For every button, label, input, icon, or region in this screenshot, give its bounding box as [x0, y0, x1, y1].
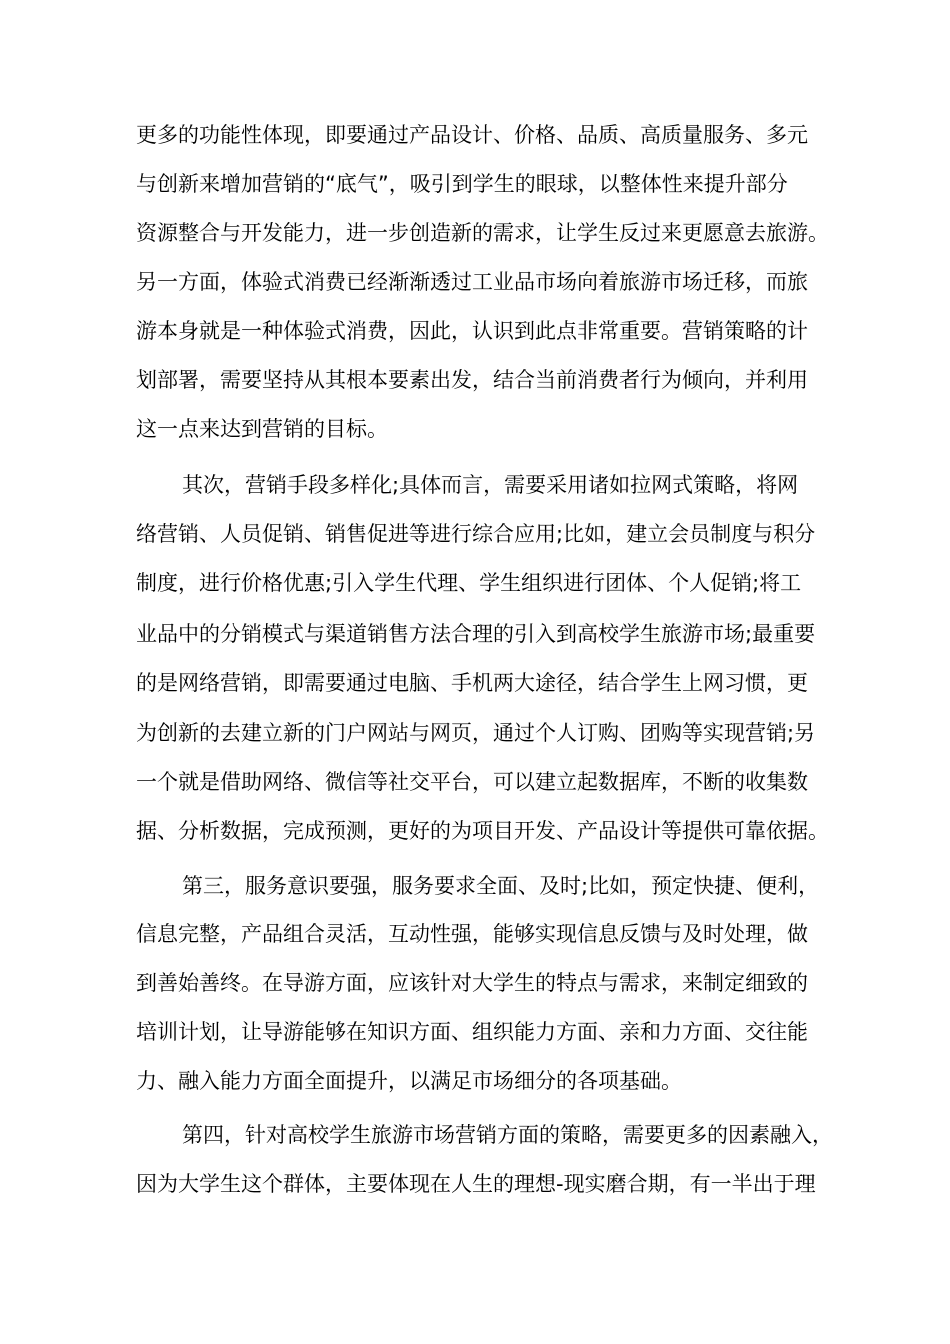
text-line: 业品中的分销模式与渠道销售方法合理的引入到高校学生旅游市场;最重要 [136, 622, 816, 646]
text-line: 这一点来达到营销的目标。 [136, 417, 388, 441]
text-line: 第三，服务意识要强，服务要求全面、及时;比如，预定快捷、便利， [182, 874, 820, 898]
text-line: 其次，营销手段多样化;具体而言，需要采用诸如拉网式策略，将网 [182, 473, 799, 497]
text-line: 据、分析数据，完成预测，更好的为项目开发、产品设计等提供可靠依据。 [136, 819, 829, 843]
text-line: 一个就是借助网络、微信等社交平台，可以建立起数据库，不断的收集数 [136, 770, 808, 794]
text-line: 到善始善终。在导游方面，应该针对大学生的特点与需求，来制定细致的 [136, 971, 808, 995]
text-line: 另一方面，体验式消费已经渐渐透过工业品市场向着旅游市场迁移，而旅 [136, 270, 808, 294]
text-line: 游本身就是一种体验式消费，因此，认识到此点非常重要。营销策略的计 [136, 319, 808, 343]
text-line: 划部署，需要坚持从其根本要素出发，结合当前消费者行为倾向，并利用 [136, 368, 808, 392]
text-line: 与创新来增加营销的“底气”，吸引到学生的眼球，以整体性来提升部分 [136, 172, 788, 196]
text-line: 更多的功能性体现，即要通过产品设计、价格、品质、高质量服务、多元 [136, 123, 808, 147]
text-line: 为创新的去建立新的门户网站与网页，通过个人订购、团购等实现营销;另 [136, 721, 816, 745]
text-line: 培训计划，让导游能够在知识方面、组织能力方面、亲和力方面、交往能 [136, 1020, 808, 1044]
text-line: 络营销、人员促销、销售促进等进行综合应用;比如，建立会员制度与积分 [136, 522, 816, 546]
text-line: 力、融入能力方面全面提升，以满足市场细分的各项基础。 [136, 1069, 682, 1093]
text-line: 资源整合与开发能力，进一步创造新的需求，让学生反过来更愿意去旅游。 [136, 221, 829, 245]
text-line: 信息完整，产品组合灵活，互动性强，能够实现信息反馈与及时处理，做 [136, 922, 808, 946]
text-line: 的是网络营销，即需要通过电脑、手机两大途径，结合学生上网习惯，更 [136, 671, 808, 695]
text-line: 因为大学生这个群体，主要体现在人生的理想-现实磨合期，有一半出于理 [136, 1172, 816, 1196]
text-line: 制度，进行价格优惠;引入学生代理、学生组织进行团体、个人促销;将工 [136, 571, 802, 595]
text-line: 第四，针对高校学生旅游市场营销方面的策略，需要更多的因素融入， [182, 1123, 833, 1147]
